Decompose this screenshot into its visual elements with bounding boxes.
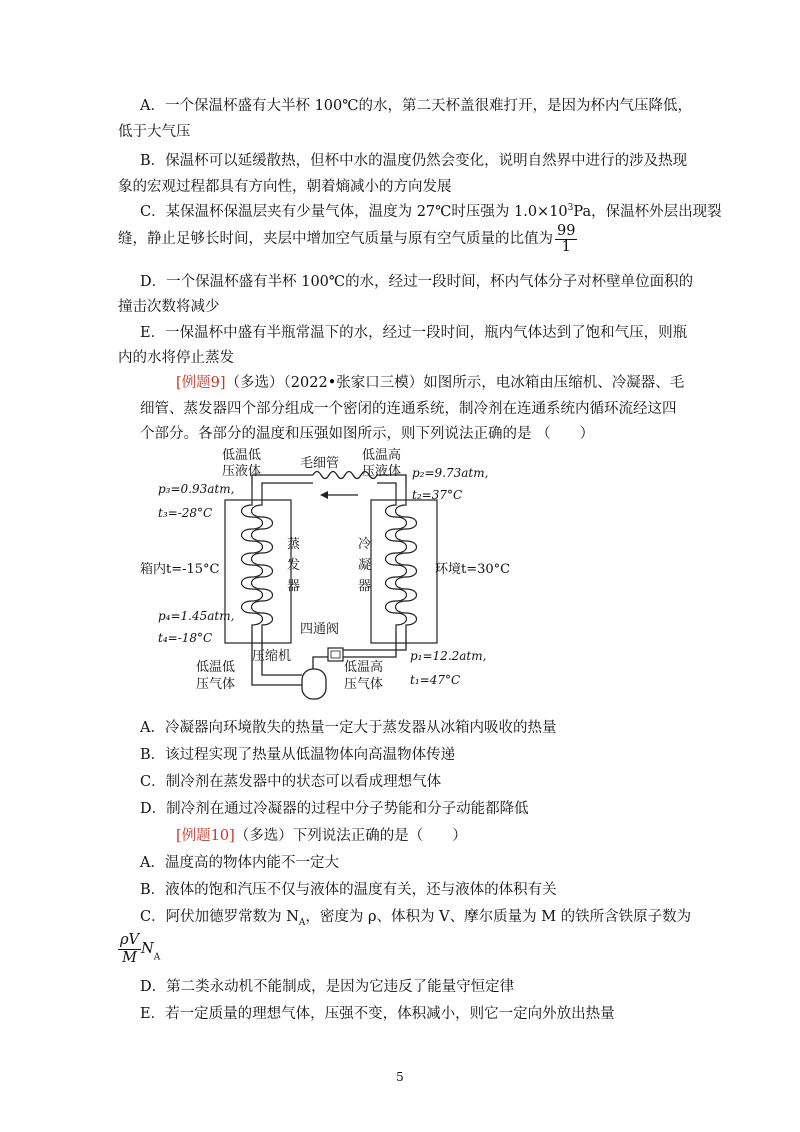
ex9-option-d: D．制冷剂在通过冷凝器的过程中分子势能和分子动能都降低 — [140, 801, 529, 817]
label-t1: t₁=47°C — [410, 673, 461, 687]
ex9-option-c: C．制冷剂在蒸发器中的状态可以看成理想气体 — [140, 774, 442, 790]
ex10-line1 — [176, 826, 467, 846]
label-compressor: 压缩机 — [252, 649, 292, 664]
label-p2: p₂=9.73atm, — [412, 466, 489, 480]
q8-option-b-line1: B．保温杯可以延缓散热，但杯中水的温度仍然会变化，说明自然界中进行的涉及热现 — [140, 153, 688, 169]
label-p1: p₁=12.2atm, — [410, 649, 487, 663]
ex9-stem-1: （多选）（2022•张家口三模）如图所示，电冰箱由压缩机、冷凝器、毛 — [225, 375, 685, 391]
label-p3: p₃=0.93atm, — [158, 482, 235, 496]
label-condenser-2: 凝 — [358, 558, 372, 573]
label-low-low-gas-1: 低温低 — [196, 660, 236, 675]
pipe-top-left — [252, 475, 313, 486]
label-box-inside: 箱内t=-15°C — [140, 562, 220, 577]
q8-option-d-line2: 撞击次数将减少 — [118, 299, 220, 315]
compressor-icon — [302, 669, 326, 699]
q8-c-text: 缝，静止足够长时间，夹层中增加空气质量与原有空气质量的比值为 — [118, 231, 553, 247]
q8-option-d-line1: D．一个保温杯盛有半杯 100℃的水，经过一段时间，杯内气体分子对杯壁单位面积的 — [140, 274, 694, 290]
ex10-c-post: ，密度为 ρ、体积为 V、摩尔质量为 M 的铁所含铁原子数为 — [305, 909, 692, 925]
ex10-option-d: D．第二类永动机不能制成，是因为它违反了能量守恒定律 — [140, 979, 515, 995]
evaporator-box — [225, 500, 291, 643]
flow-arrow — [320, 491, 358, 499]
ex9-option-a: A．冷凝器向环境散失的热量一定大于蒸发器从冰箱内吸收的热量 — [140, 720, 557, 736]
q8-c-post: Pa，保温杯外层出现裂 — [573, 204, 722, 220]
label-p4: p₄=1.45atm, — [158, 609, 235, 623]
label-low-low-gas-2: 压气体 — [196, 677, 236, 692]
q8-c-frac-den: 1 — [561, 239, 571, 255]
label-t2: t₂=37°C — [412, 488, 463, 502]
q8-option-e-line2: 内的水将停止蒸发 — [118, 350, 234, 366]
ex10-c-frac-den: M — [122, 950, 137, 966]
evaporator-coil — [242, 486, 273, 631]
ex10-c-fraction — [118, 932, 141, 967]
pipe-top-left-inner — [262, 483, 313, 486]
pipe-top-right-inner — [377, 483, 396, 486]
q8-option-e-line1: E．一保温杯中盛有半瓶常温下的水，经过一段时间，瓶内气体达到了饱和气压，则瓶 — [140, 325, 688, 341]
ex10-tag: [例题10] — [176, 828, 235, 844]
label-low-high-gas-1: 低温高 — [344, 660, 384, 675]
condenser-coil — [386, 486, 417, 631]
label-condenser-3: 器 — [358, 579, 372, 594]
q8-option-a-line2: 低于大气压 — [118, 124, 191, 140]
ex10-option-e: E．若一定质量的理想气体，压强不变，体积减小，则它一定向外放出热量 — [140, 1006, 615, 1022]
ex9-line3: 个部分。各部分的温度和压强如图所示，则下列说法正确的是 （ ） — [140, 426, 595, 442]
label-t3: t₃=-28°C — [158, 506, 213, 520]
ex10-c-sub: A — [298, 917, 306, 928]
pipe-comp-valve — [313, 657, 328, 669]
label-low-high-liquid-2: 压液体 — [362, 464, 402, 479]
ex9-tag: [例题9] — [176, 375, 226, 391]
q8-c-fraction — [555, 224, 577, 255]
label-low-low-liquid-2: 压液体 — [222, 464, 262, 479]
label-evaporator-1: 蒸 — [287, 537, 301, 552]
q8-c-pre: C．某保温杯保温层夹有少量气体，温度为 27℃时压强为 1.0×10 — [140, 204, 568, 220]
label-low-high-liquid-1: 低温高 — [362, 448, 402, 463]
label-evaporator-2: 发 — [287, 558, 301, 573]
ex10-c-na-sub: A — [153, 952, 161, 963]
q8-c-exp: 3 — [567, 203, 574, 214]
q8-option-c-line1 — [140, 202, 722, 222]
condenser-box — [371, 500, 437, 643]
label-evaporator-3: 器 — [287, 579, 301, 594]
label-condenser-1: 冷 — [358, 537, 372, 552]
page-number: 5 — [396, 1070, 404, 1084]
q8-c-frac-num: 99 — [557, 223, 576, 239]
label-four-way-valve: 四通阀 — [300, 622, 340, 637]
ex10-option-b: B．液体的饱和汽压不仅与液体的温度有关，还与液体的体积有关 — [140, 882, 557, 898]
ex9-line1 — [176, 373, 684, 393]
ex10-c-pre: C．阿伏加德罗常数为 N — [140, 909, 299, 925]
label-capillary: 毛细管 — [300, 456, 340, 471]
ex9-option-b: B．该过程实现了热量从低温物体向高温物体传递 — [140, 747, 456, 763]
q8-option-c-line2 — [118, 224, 577, 255]
label-environment: 环境t=30°C — [435, 562, 511, 577]
label-low-high-gas-2: 压气体 — [344, 677, 384, 692]
ex10-option-c-line2 — [118, 932, 160, 967]
ex10-c-frac-num: ρV — [120, 932, 139, 948]
ex10-stem: （多选）下列说法正确的是（ ） — [234, 828, 467, 844]
ex10-c-na: N — [141, 941, 154, 957]
four-way-valve-icon — [328, 648, 343, 661]
ex10-option-c-line1 — [140, 907, 691, 927]
refrigerator-diagram — [130, 445, 511, 700]
pipe-valve-condenser — [343, 631, 396, 657]
label-low-low-liquid-1: 低温低 — [222, 448, 262, 463]
ex10-option-a: A．温度高的物体内能不一定大 — [140, 855, 339, 871]
ex9-line2: 细管、蒸发器四个部分组成一个密闭的连通系统，制冷剂在连通系统内循环流经这四 — [140, 401, 677, 417]
label-t4: t₄=-18°C — [158, 631, 213, 645]
q8-option-b-line2: 象的宏观过程都具有方向性，朝着熵减小的方向发展 — [118, 179, 452, 195]
q8-option-a-line1: A．一个保温杯盛有大半杯 100℃的水，第二天杯盖很难打开，是因为杯内气压降低， — [140, 98, 692, 114]
